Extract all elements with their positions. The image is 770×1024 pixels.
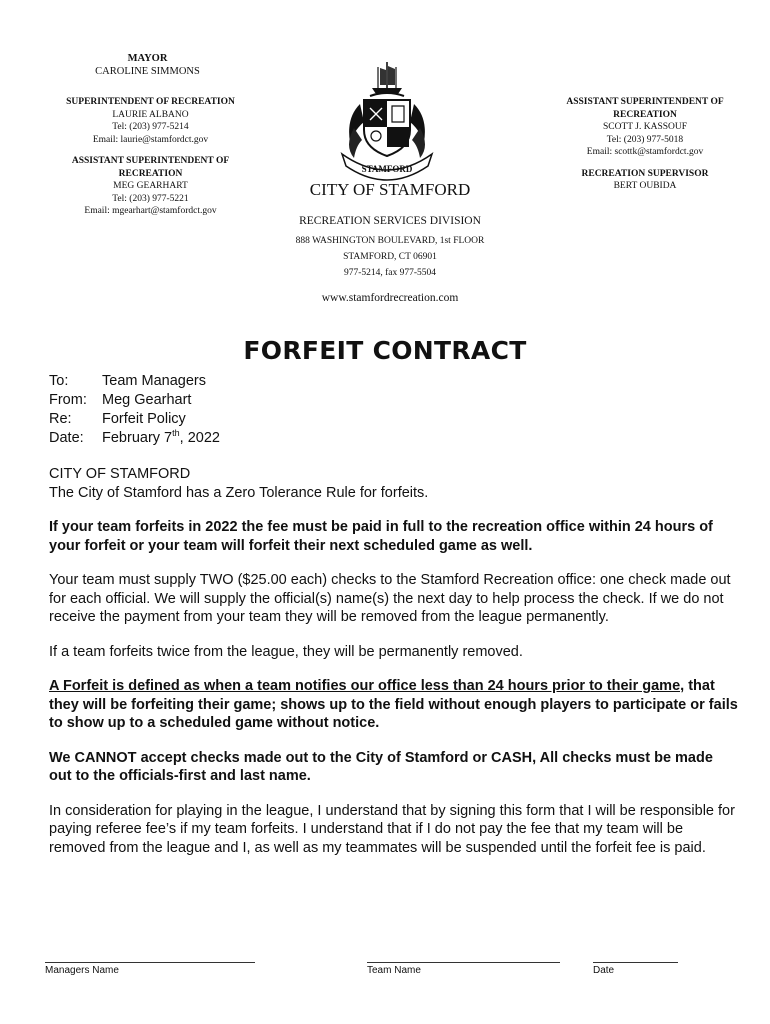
contract-body xyxy=(49,465,739,857)
memo-label: From: xyxy=(49,392,87,408)
consideration-paragraph: In consideration for playing in the league, I understand that by signing this form that I will be responsible for paying referee fee’s if my team forfeits. I understand that if I do not pay the fee that my team will be removed from the league and I, as well as my teammates will be suspended until the forfeit fee is paid. xyxy=(49,802,735,856)
document-title: FORFEIT CONTRACT xyxy=(243,336,527,365)
staff-email: Email: laurie@stamfordct.gov xyxy=(92,134,209,145)
phone-fax: 977-5214, fax 977-5504 xyxy=(343,268,437,278)
twice-paragraph: If a team forfeits twice from the league, they will be permanently removed. xyxy=(49,643,523,660)
staff-tel: Tel: (203) 977-5214 xyxy=(112,122,189,132)
staff-tel: Tel: (203) 977-5018 xyxy=(606,134,684,145)
staff-name: LAURIE ALBANO xyxy=(112,109,189,120)
team-signature-label: Team Name xyxy=(367,965,421,976)
memo-re xyxy=(49,410,220,429)
memo-value: Forfeit Policy xyxy=(102,411,186,427)
staff-title: ASSISTANT SUPERINTENDENT OF xyxy=(71,156,230,166)
memo-header xyxy=(49,372,220,448)
mayor-title: MAYOR xyxy=(127,53,168,64)
division-name: RECREATION SERVICES DIVISION xyxy=(299,215,481,227)
staff-email: Email: mgearhart@stamfordct.gov xyxy=(84,206,217,216)
memo-from xyxy=(49,391,220,410)
memo-value: Team Managers xyxy=(102,373,206,389)
staff-tel: Tel: (203) 977-5221 xyxy=(112,193,189,204)
staff-title: ASSISTANT SUPERINTENDENT OF xyxy=(566,97,724,107)
date-signature-label: Date xyxy=(593,965,615,976)
right-staff-block xyxy=(545,96,745,193)
mayor-block xyxy=(60,52,235,78)
city-seal-icon xyxy=(332,58,442,186)
staff-name: MEG GEARHART xyxy=(113,181,188,191)
staff-title: RECREATION xyxy=(613,109,677,120)
seal-text: STAMFORD xyxy=(361,164,413,174)
staff-title: RECREATION xyxy=(118,168,183,179)
date-signature-line[interactable] xyxy=(593,962,678,963)
website-link[interactable]: www.stamfordrecreation.com xyxy=(321,292,459,304)
city-heading: CITY OF STAMFORD xyxy=(49,466,191,482)
manager-signature-label: Managers Name xyxy=(45,965,119,976)
memo-date xyxy=(49,429,220,448)
memo-label: Re: xyxy=(49,411,72,427)
memo-label: To: xyxy=(49,373,69,389)
staff-title: RECREATION SUPERVISOR xyxy=(581,168,709,179)
memo-label: Date: xyxy=(49,430,84,446)
address-block xyxy=(270,233,510,281)
address-line: 888 WASHINGTON BOULEVARD, 1st FLOOR xyxy=(295,236,485,246)
checks-paragraph: Your team must supply TWO ($25.00 each) checks to the Stamford Recreation office: one check made out for each official. We will supply the official(s) name(s) the next day to help process the check. If we do not receive the payment from your team they will be removed from the league permanently. xyxy=(49,572,731,625)
memo-to xyxy=(49,372,220,391)
staff-name: BERT OUBIDA xyxy=(613,181,677,191)
fee-rule-paragraph: If your team forfeits in 2022 the fee must be paid in full to the recreation office within 24 hours of your forfeit or your team will forfeit their next scheduled game as well. xyxy=(49,519,713,554)
intro-paragraph: The City of Stamford has a Zero Tolerance Rule for forfeits. xyxy=(49,484,429,501)
mayor-name: CAROLINE SIMMONS xyxy=(95,66,200,77)
staff-title: SUPERINTENDENT OF RECREATION xyxy=(66,97,235,107)
memo-value: Meg Gearhart xyxy=(102,392,192,408)
address-line: STAMFORD, CT 06901 xyxy=(343,252,437,262)
city-title: CITY OF STAMFORD xyxy=(309,180,471,199)
no-cash-paragraph: We CANNOT accept checks made out to the City of Stamford or CASH, All checks must be made out to the officials-first and last name. xyxy=(49,749,713,784)
staff-email: Email: scottk@stamfordct.gov xyxy=(586,147,704,157)
staff-name: SCOTT J. KASSOUF xyxy=(602,122,688,132)
definition-paragraph: A Forfeit is defined as when a team notifies our office less than 24 hours prior to their game, that they will be forfeiting their game; shows up to the field without enough players to participate or fails to show up to a scheduled game without notice. xyxy=(49,678,738,731)
left-staff-block xyxy=(48,96,253,218)
team-signature-line[interactable] xyxy=(367,962,560,963)
manager-signature-line[interactable] xyxy=(45,962,255,963)
memo-value: February 7th, 2022 xyxy=(102,428,220,446)
